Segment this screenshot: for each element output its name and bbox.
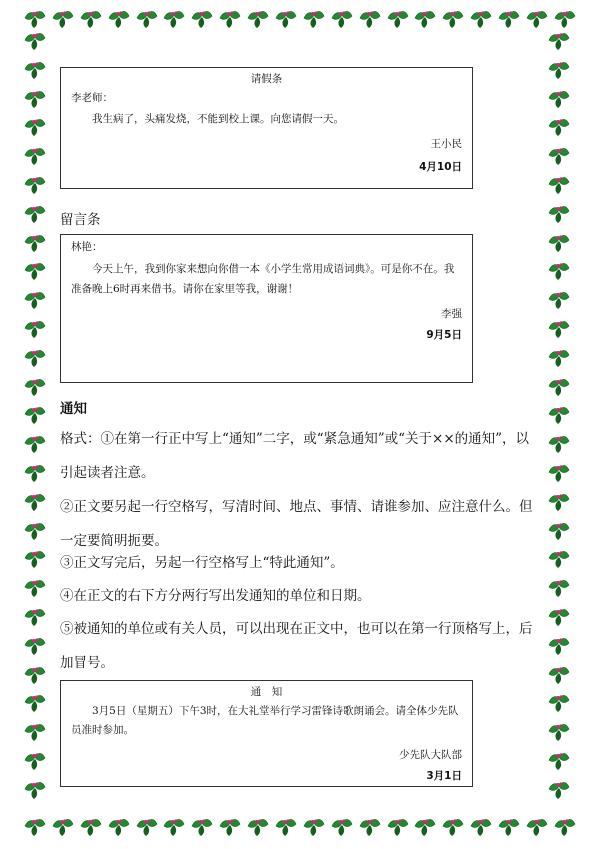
holly-leaf-icon xyxy=(22,660,48,686)
holly-leaf-icon xyxy=(22,602,48,628)
holly-leaf-icon xyxy=(50,4,76,30)
holly-leaf-icon xyxy=(546,400,572,426)
holly-border-right xyxy=(546,26,572,801)
holly-leaf-icon xyxy=(546,26,572,52)
holly-leaf-icon xyxy=(496,4,522,30)
holly-border-bottom xyxy=(22,812,578,838)
holly-leaf-icon xyxy=(78,812,104,838)
holly-leaf-icon xyxy=(524,812,550,838)
holly-leaf-icon xyxy=(301,4,327,30)
holly-leaf-icon xyxy=(22,199,48,225)
holly-leaf-icon xyxy=(546,84,572,110)
notice-point: 格式：①在第一行正中写上“通知”二字，或“紧急通知”或“关于××的通知”，以引起读者注意。 xyxy=(60,431,530,481)
holly-leaf-icon xyxy=(22,717,48,743)
holly-leaf-icon xyxy=(329,812,355,838)
holly-leaf-icon xyxy=(546,573,572,599)
message-note-heading: 留言条 xyxy=(60,212,101,228)
holly-leaf-icon xyxy=(546,256,572,282)
notice-example-date: 3月1日 xyxy=(426,770,462,782)
notice-example-title: 通 知 xyxy=(250,686,283,698)
holly-leaf-icon xyxy=(546,516,572,542)
message-note-box xyxy=(60,234,473,383)
holly-leaf-icon xyxy=(22,746,48,772)
holly-border-left xyxy=(22,26,48,801)
holly-leaf-icon xyxy=(546,141,572,167)
notice-point: ④在正文的右下方分两行写出发通知的单位和日期。 xyxy=(60,588,371,604)
holly-leaf-icon xyxy=(546,429,572,455)
holly-leaf-icon xyxy=(22,228,48,254)
holly-leaf-icon xyxy=(22,372,48,398)
holly-leaf-icon xyxy=(22,112,48,138)
notice-example-box xyxy=(60,680,473,787)
holly-leaf-icon xyxy=(22,458,48,484)
holly-leaf-icon xyxy=(546,112,572,138)
holly-leaf-icon xyxy=(22,573,48,599)
holly-leaf-icon xyxy=(22,688,48,714)
holly-leaf-icon xyxy=(385,4,411,30)
holly-leaf-icon xyxy=(22,26,48,52)
holly-leaf-icon xyxy=(546,372,572,398)
holly-leaf-icon xyxy=(22,400,48,426)
holly-leaf-icon xyxy=(546,775,572,801)
holly-leaf-icon xyxy=(22,256,48,282)
holly-leaf-icon xyxy=(217,812,243,838)
holly-leaf-icon xyxy=(22,429,48,455)
holly-leaf-icon xyxy=(22,84,48,110)
holly-leaf-icon xyxy=(546,688,572,714)
holly-leaf-icon xyxy=(22,775,48,801)
holly-leaf-icon xyxy=(546,544,572,570)
leave-note-title: 请假条 xyxy=(250,73,283,85)
holly-leaf-icon xyxy=(22,55,48,81)
notice-example-body: 3月5日（星期五）下午3时，在大礼堂举行学习雷锋诗歌朗诵会。请全体少先队员准时参加。 xyxy=(71,705,459,736)
holly-leaf-icon xyxy=(78,4,104,30)
notice-point: ②正文要另起一行空格写，写清时间、地点、事情、请谁参加、应注意什么。但一定要简明扼要。 xyxy=(60,499,533,549)
holly-leaf-icon xyxy=(22,544,48,570)
holly-leaf-icon xyxy=(546,458,572,484)
holly-leaf-icon xyxy=(22,170,48,196)
holly-leaf-icon xyxy=(440,812,466,838)
holly-leaf-icon xyxy=(546,314,572,340)
holly-leaf-icon xyxy=(546,285,572,311)
holly-leaf-icon xyxy=(468,812,494,838)
notice-example-signature: 少先队大队部 xyxy=(399,749,462,761)
holly-leaf-icon xyxy=(357,4,383,30)
holly-leaf-icon xyxy=(546,199,572,225)
leave-note-salutation: 李老师： xyxy=(71,92,113,104)
holly-leaf-icon xyxy=(468,4,494,30)
holly-leaf-icon xyxy=(357,812,383,838)
holly-leaf-icon xyxy=(329,4,355,30)
holly-leaf-icon xyxy=(546,631,572,657)
holly-leaf-icon xyxy=(22,141,48,167)
leave-note-box xyxy=(60,67,473,189)
holly-leaf-icon xyxy=(412,4,438,30)
holly-leaf-icon xyxy=(161,812,187,838)
leave-note-date: 4月10日 xyxy=(419,161,462,173)
holly-leaf-icon xyxy=(546,717,572,743)
holly-leaf-icon xyxy=(106,812,132,838)
holly-leaf-icon xyxy=(22,812,48,838)
holly-leaf-icon xyxy=(546,343,572,369)
holly-leaf-icon xyxy=(189,812,215,838)
leave-note-body: 我生病了，头痛发烧，不能到校上课。向您请假一天。 xyxy=(92,113,344,125)
holly-leaf-icon xyxy=(22,314,48,340)
holly-leaf-icon xyxy=(412,812,438,838)
holly-leaf-icon xyxy=(546,170,572,196)
message-note-date: 9月5日 xyxy=(426,329,462,341)
holly-leaf-icon xyxy=(22,285,48,311)
holly-leaf-icon xyxy=(217,4,243,30)
holly-leaf-icon xyxy=(50,812,76,838)
holly-leaf-icon xyxy=(546,228,572,254)
holly-leaf-icon xyxy=(546,602,572,628)
message-note-body: 今天上午，我到你家来想向你借一本《小学生常用成语词典》。可是你不在。我准备晚上6时再来借书。请你在家里等我，谢谢！ xyxy=(71,263,455,295)
notice-heading: 通知 xyxy=(60,401,87,417)
holly-leaf-icon xyxy=(496,812,522,838)
notice-point: ③正文写完后，另起一行空格写上“特此通知”。 xyxy=(60,555,344,571)
holly-leaf-icon xyxy=(546,660,572,686)
holly-leaf-icon xyxy=(22,631,48,657)
holly-leaf-icon xyxy=(134,812,160,838)
holly-leaf-icon xyxy=(385,812,411,838)
holly-leaf-icon xyxy=(301,812,327,838)
holly-leaf-icon xyxy=(161,4,187,30)
holly-leaf-icon xyxy=(189,4,215,30)
message-note-signature: 李强 xyxy=(441,308,462,320)
holly-leaf-icon xyxy=(106,4,132,30)
holly-leaf-icon xyxy=(546,487,572,513)
message-note-salutation: 林艳： xyxy=(71,241,103,253)
holly-leaf-icon xyxy=(546,55,572,81)
holly-leaf-icon xyxy=(134,4,160,30)
holly-leaf-icon xyxy=(22,516,48,542)
leave-note-signature: 王小民 xyxy=(430,138,462,150)
holly-leaf-icon xyxy=(22,487,48,513)
holly-leaf-icon xyxy=(273,4,299,30)
holly-leaf-icon xyxy=(273,812,299,838)
holly-leaf-icon xyxy=(245,4,271,30)
holly-border-top xyxy=(22,4,578,30)
holly-leaf-icon xyxy=(546,746,572,772)
holly-leaf-icon xyxy=(22,343,48,369)
holly-leaf-icon xyxy=(440,4,466,30)
notice-point: ⑤被通知的单位或有关人员，可以出现在正文中，也可以在第一行顶格写上，后加冒号。 xyxy=(60,621,533,671)
holly-leaf-icon xyxy=(552,812,578,838)
holly-leaf-icon xyxy=(245,812,271,838)
